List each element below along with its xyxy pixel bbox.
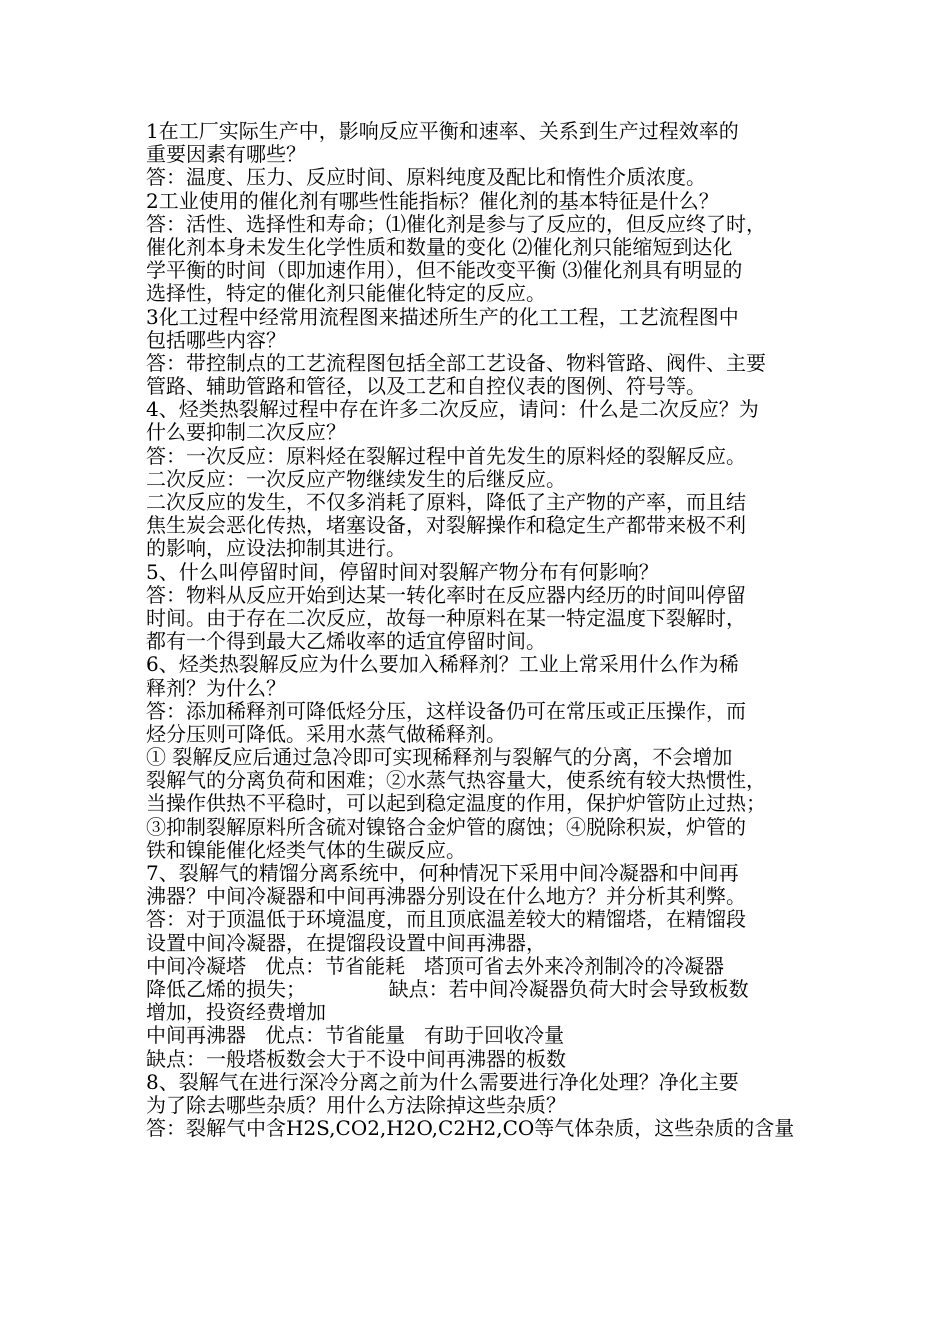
text-line: 4、烃类热裂解过程中存在许多二次反应，请问：什么是二次反应？为 [146,397,759,422]
text-line: 的影响，应设法抑制其进行。 [146,536,406,561]
text-line: 为了除去哪些杂质？用什么方法除掉这些杂质？ [146,1092,566,1117]
text-line: 答：对于顶温低于环境温度，而且顶底温差较大的精馏塔，在精馏段 [146,907,746,932]
text-line: 1在工厂实际生产中，影响反应平衡和速率、关系到生产过程效率的 [146,119,739,143]
text-line: 都有一个得到最大乙烯收率的适宜停留时间。 [146,629,546,654]
text-line: 3化工过程中经常用流程图来描述所生产的化工工程，工艺流程图中 [146,304,739,329]
text-line: 5、什么叫停留时间，停留时间对裂解产物分布有何影响？ [146,559,659,584]
text-line: 焦生炭会恶化传热，堵塞设备，对裂解操作和稳定生产都带来极不利 [146,513,746,538]
text-line: 什么要抑制二次反应？ [146,420,346,445]
text-line: 释剂？为什么？ [146,675,286,700]
text-line: 答：一次反应：原料烃在裂解过程中首先发生的原料烃的裂解反应。 [146,443,746,468]
text-line: 答：温度、压力、反应时间、原料纯度及配比和惰性介质浓度。 [146,165,706,190]
text-line: 二次反应的发生，不仅多消耗了原料，降低了主产物的产率，而且结 [146,490,746,514]
text-line: 缺点：一般塔板数会大于不设中间再沸器的板数 [146,1046,566,1071]
document-body [146,120,814,1140]
text-line: 8、裂解气在进行深冷分离之前为什么需要进行净化处理？净化主要 [146,1069,739,1094]
text-line: 催化剂本身未发生化学性质和数量的变化 ⑵催化剂只能缩短到达化 [146,234,733,259]
text-line: ① 裂解反应后通过急冷即可实现稀释剂与裂解气的分离，不会增加 [146,745,733,770]
text-line: 包括哪些内容？ [146,327,286,352]
text-line: 中间冷凝塔 优点：节省能耗 塔顶可省去外来冷剂制冷的冷凝器 [146,953,725,978]
text-line: 当操作供热不平稳时，可以起到稳定温度的作用，保护炉管防止过热； [146,791,766,816]
text-line: 裂解气的分离负荷和困难；②水蒸气热容量大，使系统有较大热惯性， [146,768,766,793]
text-line: 答：物料从反应开始到达某一转化率时在反应器内经历的时间叫停留 [146,582,746,607]
text-line: 设置中间冷凝器，在提馏段设置中间再沸器， [146,930,546,955]
text-line: 答：裂解气中含H2S,CO2,H2O,C2H2,CO等气体杂质，这些杂质的含量 [146,1116,795,1141]
text-line: 时间。由于存在二次反应，故每一种原料在某一特定温度下裂解时， [146,605,746,630]
text-line: 增加，投资经费增加 [146,1000,326,1025]
text-line: ③抑制裂解原料所含硫对镍铬合金炉管的腐蚀；④脱除积炭，炉管的 [146,814,746,839]
text-line: 答：添加稀释剂可降低烃分压，这样设备仍可在常压或正压操作，而 [146,698,746,723]
text-line: 中间再沸器 优点：节省能量 有助于回收冷量 [146,1023,565,1048]
text-line: 重要因素有哪些？ [146,142,306,167]
text-line: 答：带控制点的工艺流程图包括全部工艺设备、物料管路、阀件、主要 [146,350,766,375]
text-line: 管路、辅助管路和管径，以及工艺和自控仪表的图例、符号等。 [146,374,706,399]
text-line: 7、裂解气的精馏分离系统中，何种情况下采用中间冷凝器和中间再 [146,861,739,885]
text-line: 选择性，特定的催化剂只能催化特定的反应。 [146,281,546,306]
text-line: 答：活性、选择性和寿命；⑴催化剂是参与了反应的，但反应终了时， [146,211,766,236]
text-line: 二次反应：一次反应产物继续发生的后继反应。 [146,466,566,491]
text-line: 学平衡的时间（即加速作用），但不能改变平衡 ⑶催化剂具有明显的 [146,258,743,283]
text-line: 2工业使用的催化剂有哪些性能指标？催化剂的基本特征是什么？ [146,188,719,213]
text-line: 铁和镍能催化烃类气体的生碳反应。 [146,837,466,862]
text-line: 6、烃类热裂解反应为什么要加入稀释剂？工业上常采用什么作为稀 [146,652,739,677]
text-line: 降低乙烯的损失； 缺点：若中间冷凝器负荷大时会导致板数 [146,976,749,1001]
text-line: 沸器？中间冷凝器和中间再沸器分别设在什么地方？并分析其利弊。 [146,884,746,909]
text-line: 烃分压则可降低。采用水蒸气做稀释剂。 [146,721,506,746]
